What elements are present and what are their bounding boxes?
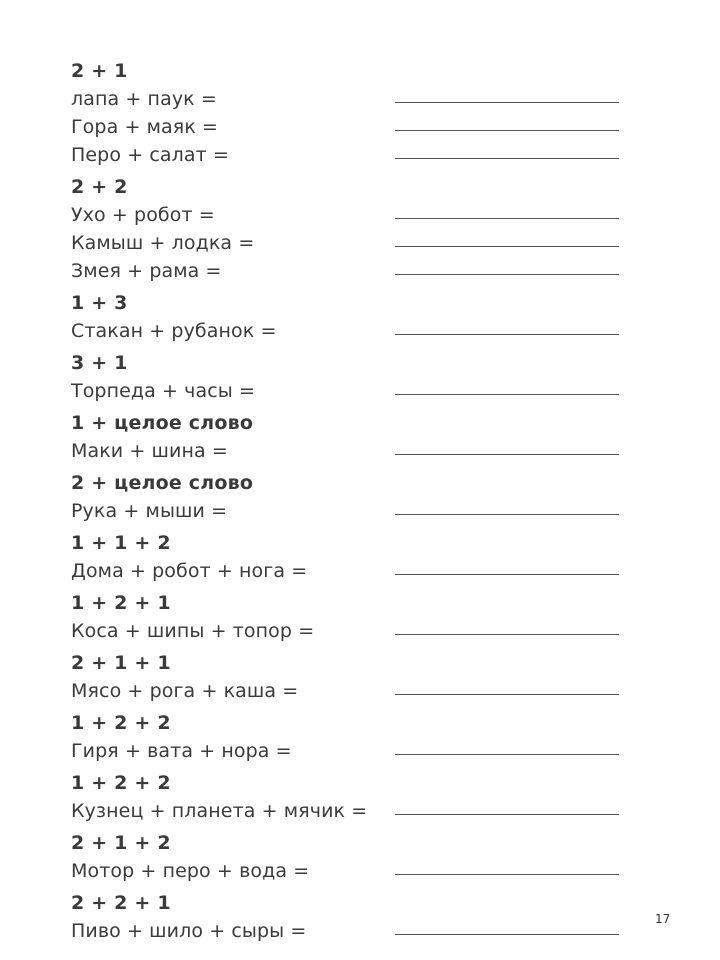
section-11 <box>71 770 631 825</box>
exercise-row <box>71 737 631 765</box>
section-heading: 1 + 2 + 2 <box>71 712 171 734</box>
exercise-row <box>71 437 631 465</box>
section-heading: 1 + 3 <box>71 292 128 314</box>
section-4 <box>71 350 631 405</box>
exercise-expression: Гора + маяк = <box>71 116 219 138</box>
section-10 <box>71 710 631 765</box>
exercise-expression: лапа + паук = <box>71 88 217 110</box>
section-9 <box>71 650 631 705</box>
section-heading: 1 + 2 + 1 <box>71 592 171 614</box>
section-heading: 2 + 2 <box>71 176 128 198</box>
answer-line <box>395 394 619 395</box>
answer-line <box>395 874 619 875</box>
exercise-row <box>71 857 631 885</box>
section-heading: 3 + 1 <box>71 352 128 374</box>
exercise-expression: Рука + мыши = <box>71 500 228 522</box>
section-heading: 2 + 1 + 2 <box>71 832 171 854</box>
exercise-row <box>71 141 631 169</box>
exercise-row <box>71 317 631 345</box>
section-heading: 2 + 1 + 1 <box>71 652 171 674</box>
exercise-row <box>71 377 631 405</box>
exercise-expression: Торпеда + часы = <box>71 380 256 402</box>
section-13 <box>71 890 631 945</box>
answer-line <box>395 454 619 455</box>
exercise-row <box>71 617 631 645</box>
exercise-row <box>71 497 631 525</box>
answer-line <box>395 694 619 695</box>
section-3 <box>71 290 631 345</box>
exercise-expression: Пиво + шило + сыры = <box>71 920 307 942</box>
answer-line <box>395 754 619 755</box>
answer-line <box>395 934 619 935</box>
exercise-row <box>71 229 631 257</box>
exercise-expression: Мотор + перо + вода = <box>71 860 310 882</box>
exercise-row <box>71 257 631 285</box>
section-heading: 1 + 1 + 2 <box>71 532 171 554</box>
exercise-expression: Маки + шина = <box>71 440 228 462</box>
answer-line <box>395 102 619 103</box>
exercise-expression: Камыш + лодка = <box>71 232 255 254</box>
exercise-list <box>71 58 631 945</box>
section-1 <box>71 58 631 169</box>
answer-line <box>395 218 619 219</box>
answer-line <box>395 634 619 635</box>
exercise-expression: Перо + салат = <box>71 144 229 166</box>
answer-line <box>395 130 619 131</box>
exercise-expression: Ухо + робот = <box>71 204 215 226</box>
answer-line <box>395 814 619 815</box>
exercise-expression: Дома + робот + нога = <box>71 560 308 582</box>
section-heading: 2 + 2 + 1 <box>71 892 171 914</box>
section-5 <box>71 410 631 465</box>
answer-line <box>395 274 619 275</box>
section-2 <box>71 174 631 285</box>
section-7 <box>71 530 631 585</box>
answer-line <box>395 158 619 159</box>
answer-line <box>395 574 619 575</box>
exercise-expression: Змея + рама = <box>71 260 222 282</box>
page-number: 17 <box>655 912 671 926</box>
section-heading: 2 + целое слово <box>71 472 254 494</box>
exercise-expression: Стакан + рубанок = <box>71 320 277 342</box>
exercise-expression: Гиря + вата + нора = <box>71 740 292 762</box>
exercise-row <box>71 113 631 141</box>
exercise-row <box>71 797 631 825</box>
exercise-expression: Коса + шипы + топор = <box>71 620 315 642</box>
section-heading: 1 + 2 + 2 <box>71 772 171 794</box>
exercise-expression: Кузнец + планета + мячик = <box>71 800 368 822</box>
exercise-row <box>71 557 631 585</box>
answer-line <box>395 514 619 515</box>
exercise-row <box>71 677 631 705</box>
exercise-row <box>71 917 631 945</box>
section-12 <box>71 830 631 885</box>
answer-line <box>395 246 619 247</box>
exercise-row <box>71 85 631 113</box>
section-heading: 2 + 1 <box>71 60 128 82</box>
exercise-expression: Мясо + рога + каша = <box>71 680 299 702</box>
answer-line <box>395 334 619 335</box>
exercise-row <box>71 201 631 229</box>
section-heading: 1 + целое слово <box>71 412 254 434</box>
section-6 <box>71 470 631 525</box>
section-8 <box>71 590 631 645</box>
